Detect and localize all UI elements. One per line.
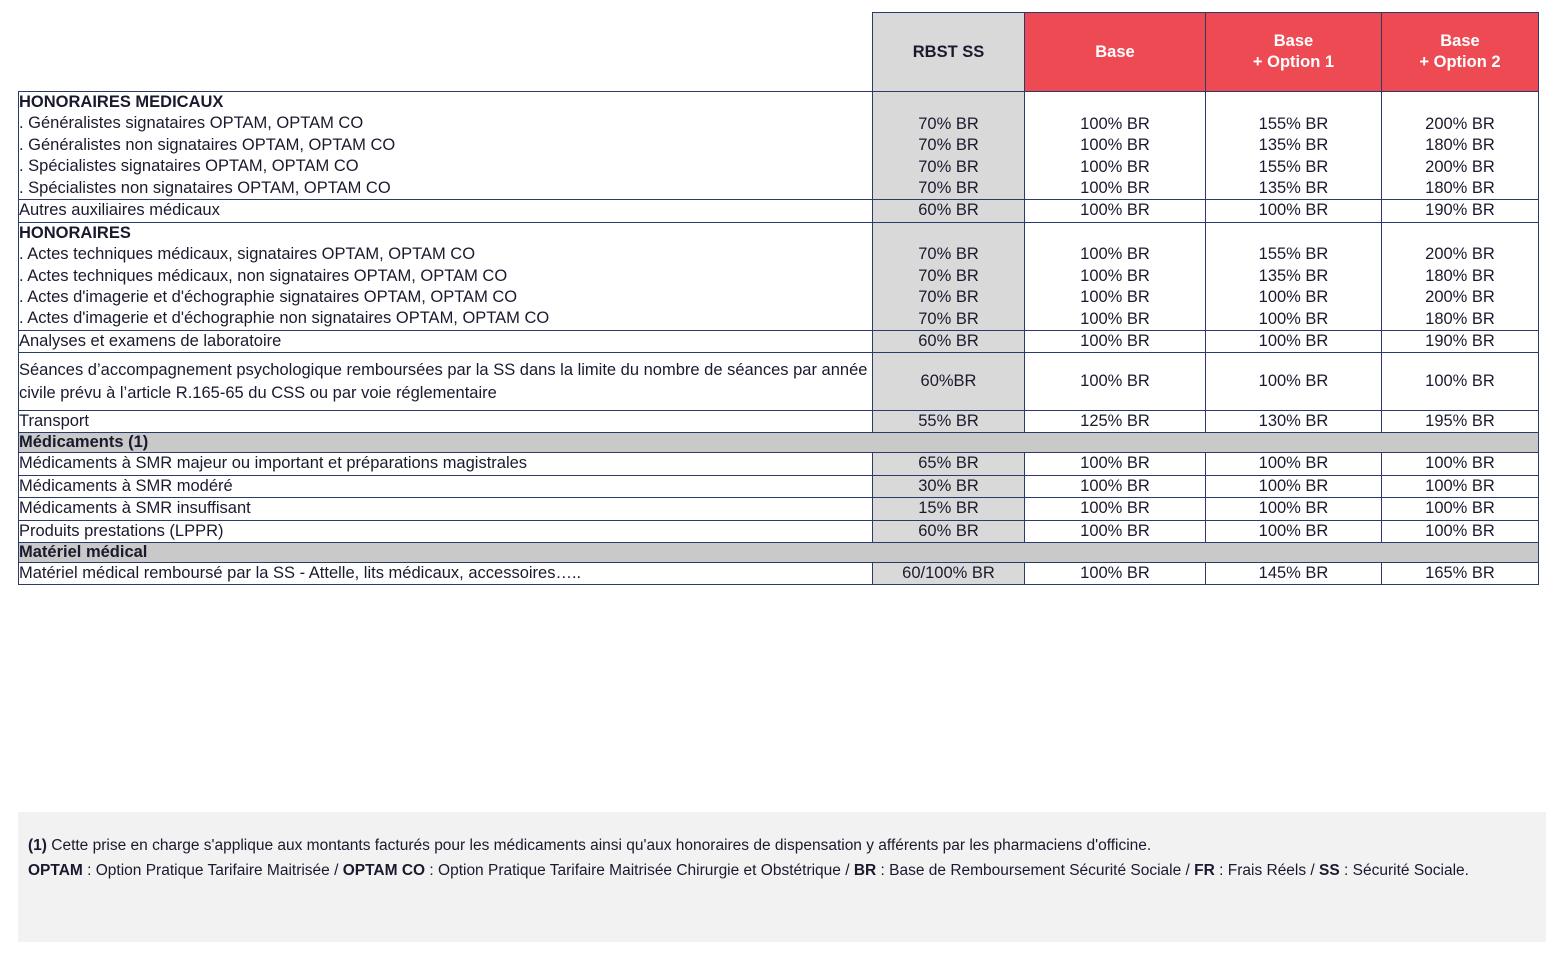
row-value-base: 100% BR	[1025, 287, 1206, 308]
table-row	[19, 475, 1539, 497]
row-value-base: 100% BR	[1025, 156, 1206, 177]
row-value-rbst: 60/100% BR	[873, 562, 1025, 584]
header-cell-base-option-1	[1206, 13, 1382, 92]
row-value-option1: 100% BR	[1206, 353, 1382, 411]
row-value-rbst: 70% BR	[873, 244, 1025, 265]
row-value-option1	[1206, 92, 1382, 114]
row-label: Médicaments à SMR majeur ou important et préparations magistrales	[19, 453, 873, 475]
row-value-option1: 100% BR	[1206, 308, 1382, 330]
table-row	[19, 266, 1539, 287]
row-value-option2: 200% BR	[1382, 287, 1539, 308]
row-value-base: 100% BR	[1025, 353, 1206, 411]
row-value-option2: 180% BR	[1382, 135, 1539, 156]
row-value-rbst: 70% BR	[873, 178, 1025, 200]
row-value-option1: 100% BR	[1206, 520, 1382, 542]
row-value-base: 100% BR	[1025, 308, 1206, 330]
table-row	[19, 178, 1539, 200]
row-value-option1: 155% BR	[1206, 156, 1382, 177]
row-value-option2: 165% BR	[1382, 562, 1539, 584]
row-value-option2: 180% BR	[1382, 266, 1539, 287]
footnote-def-optam-co: : Option Pratique Tarifaire Maitrisée Chirurgie et Obstétrique /	[425, 861, 854, 879]
row-value-base: 100% BR	[1025, 498, 1206, 520]
footnote-term-optam: OPTAM	[28, 861, 83, 879]
table-row	[19, 308, 1539, 330]
header-base-option-1-line-1: Base	[1273, 32, 1314, 51]
table-row	[19, 135, 1539, 156]
row-value-rbst: 60% BR	[873, 520, 1025, 542]
row-value-option2: 190% BR	[1382, 200, 1539, 222]
row-value-rbst: 70% BR	[873, 135, 1025, 156]
header-cell-base: Base	[1025, 13, 1206, 92]
row-value-option2: 100% BR	[1382, 498, 1539, 520]
header-cell-base-option-2	[1382, 13, 1539, 92]
table-row	[19, 222, 1539, 244]
row-value-option1: 100% BR	[1206, 330, 1382, 352]
footnote-marker: (1)	[28, 837, 47, 854]
row-label: Séances d’accompagnement psychologique remboursées par la SS dans la limite du nombre de séances par année civile prévu à l’article R.165-65 du CSS ou par voie réglementaire	[19, 353, 873, 411]
table-header-row	[19, 13, 1539, 92]
row-value-base: 100% BR	[1025, 135, 1206, 156]
table-section-row	[19, 542, 1539, 562]
row-value-option2: 100% BR	[1382, 353, 1539, 411]
row-value-rbst	[873, 222, 1025, 244]
row-value-option2: 200% BR	[1382, 156, 1539, 177]
header-base-option-2-line-2: + Option 2	[1419, 53, 1501, 71]
footnote-def-fr: : Frais Réels /	[1214, 861, 1320, 879]
footnote-block	[18, 812, 1546, 942]
table-row	[19, 200, 1539, 222]
row-label: Matériel médical remboursé par la SS - Attelle, lits médicaux, accessoires…..	[19, 562, 873, 584]
section-title: Matériel médical	[19, 542, 1539, 562]
row-value-base: 100% BR	[1025, 475, 1206, 497]
row-value-rbst: 70% BR	[873, 113, 1025, 134]
row-value-option1: 100% BR	[1206, 475, 1382, 497]
coverage-table	[18, 12, 1539, 585]
footnote-term-ss: SS	[1319, 861, 1340, 879]
table-row	[19, 156, 1539, 177]
footnote-line-1-text: Cette prise en charge s'applique aux montants facturés pour les médicaments ainsi qu'aux honoraires de dispensation y afférents par les pharmaciens d'officine.	[46, 837, 1152, 854]
table-row	[19, 353, 1539, 411]
footnote-def-br: : Base de Remboursement Sécurité Sociale /	[876, 861, 1195, 879]
table-row	[19, 453, 1539, 475]
row-value-option1: 100% BR	[1206, 200, 1382, 222]
row-label: Analyses et examens de laboratoire	[19, 330, 873, 352]
row-value-base: 100% BR	[1025, 244, 1206, 265]
row-label: . Généralistes signataires OPTAM, OPTAM CO	[19, 113, 873, 134]
table-header	[19, 13, 1539, 92]
table-row	[19, 330, 1539, 352]
table-row	[19, 287, 1539, 308]
row-value-option1: 135% BR	[1206, 178, 1382, 200]
header-base-option-2-line-1: Base	[1440, 32, 1480, 51]
row-value-rbst: 60% BR	[873, 330, 1025, 352]
row-value-option2: 180% BR	[1382, 308, 1539, 330]
row-value-option1: 100% BR	[1206, 498, 1382, 520]
row-value-option2: 180% BR	[1382, 178, 1539, 200]
row-value-option2: 195% BR	[1382, 410, 1539, 432]
table-row	[19, 562, 1539, 584]
row-value-rbst: 60% BR	[873, 200, 1025, 222]
row-label: Autres auxiliaires médicaux	[19, 200, 873, 222]
table-row	[19, 410, 1539, 432]
row-label: Médicaments à SMR insuffisant	[19, 498, 873, 520]
row-value-option2: 190% BR	[1382, 330, 1539, 352]
section-title: Médicaments (1)	[19, 433, 1539, 453]
row-label: . Spécialistes non signataires OPTAM, OPTAM CO	[19, 178, 873, 200]
row-value-rbst: 70% BR	[873, 266, 1025, 287]
row-value-rbst	[873, 92, 1025, 114]
header-base-option-1-line-2: + Option 1	[1252, 53, 1335, 71]
row-label: Transport	[19, 410, 873, 432]
row-label: Produits prestations (LPPR)	[19, 520, 873, 542]
row-label: HONORAIRES MEDICAUX	[19, 92, 873, 114]
row-value-rbst: 70% BR	[873, 156, 1025, 177]
table-section-row	[19, 433, 1539, 453]
footnote-line-1	[28, 834, 1528, 859]
row-value-option1: 100% BR	[1206, 287, 1382, 308]
table-body	[19, 92, 1539, 585]
table-row	[19, 113, 1539, 134]
footnote-term-fr: FR	[1194, 861, 1215, 879]
row-value-base: 100% BR	[1025, 178, 1206, 200]
footnote-term-optam-co: OPTAM CO	[342, 861, 426, 879]
row-value-option1: 100% BR	[1206, 453, 1382, 475]
row-value-rbst: 70% BR	[873, 287, 1025, 308]
row-label: . Actes d'imagerie et d'échographie non signataires OPTAM, OPTAM CO	[19, 308, 873, 330]
row-value-base: 100% BR	[1025, 113, 1206, 134]
row-value-option2: 100% BR	[1382, 453, 1539, 475]
row-value-option2	[1382, 92, 1539, 114]
row-value-option1: 135% BR	[1206, 266, 1382, 287]
row-label: . Actes techniques médicaux, non signataires OPTAM, OPTAM CO	[19, 266, 873, 287]
row-label: . Actes d'imagerie et d'échographie signataires OPTAM, OPTAM CO	[19, 287, 873, 308]
row-value-option2: 100% BR	[1382, 475, 1539, 497]
table-row	[19, 92, 1539, 114]
footnote-line-2	[28, 859, 1528, 884]
row-value-option2: 100% BR	[1382, 520, 1539, 542]
row-value-base	[1025, 92, 1206, 114]
row-value-option2: 200% BR	[1382, 244, 1539, 265]
row-value-option1: 130% BR	[1206, 410, 1382, 432]
footnote-term-br: BR	[853, 861, 877, 879]
table-row	[19, 244, 1539, 265]
row-value-base: 100% BR	[1025, 200, 1206, 222]
row-value-option1: 145% BR	[1206, 562, 1382, 584]
table-row	[19, 498, 1539, 520]
row-value-rbst: 55% BR	[873, 410, 1025, 432]
row-value-base: 100% BR	[1025, 453, 1206, 475]
row-value-rbst: 60%BR	[873, 353, 1025, 411]
row-value-option1: 155% BR	[1206, 113, 1382, 134]
row-value-option1	[1206, 222, 1382, 244]
footnote-def-optam: : Option Pratique Tarifaire Maitrisée /	[82, 861, 343, 879]
row-value-rbst: 30% BR	[873, 475, 1025, 497]
row-value-rbst: 65% BR	[873, 453, 1025, 475]
row-value-base: 100% BR	[1025, 520, 1206, 542]
row-value-option1: 135% BR	[1206, 135, 1382, 156]
table-row	[19, 520, 1539, 542]
row-value-option2	[1382, 222, 1539, 244]
row-value-base: 100% BR	[1025, 562, 1206, 584]
row-label: . Spécialistes signataires OPTAM, OPTAM CO	[19, 156, 873, 177]
row-value-option1: 155% BR	[1206, 244, 1382, 265]
row-value-rbst: 70% BR	[873, 308, 1025, 330]
row-label: . Actes techniques médicaux, signataires OPTAM, OPTAM CO	[19, 244, 873, 265]
row-label: HONORAIRES	[19, 222, 873, 244]
row-label: Médicaments à SMR modéré	[19, 475, 873, 497]
header-cell-blank	[19, 13, 873, 92]
header-cell-rbst-ss: RBST SS	[873, 13, 1025, 92]
row-value-base: 100% BR	[1025, 330, 1206, 352]
row-value-base: 100% BR	[1025, 266, 1206, 287]
footnote-def-ss: : Sécurité Sociale.	[1339, 861, 1469, 879]
row-label: . Généralistes non signataires OPTAM, OPTAM CO	[19, 135, 873, 156]
row-value-base	[1025, 222, 1206, 244]
row-value-option2: 200% BR	[1382, 113, 1539, 134]
row-value-base: 125% BR	[1025, 410, 1206, 432]
row-value-rbst: 15% BR	[873, 498, 1025, 520]
